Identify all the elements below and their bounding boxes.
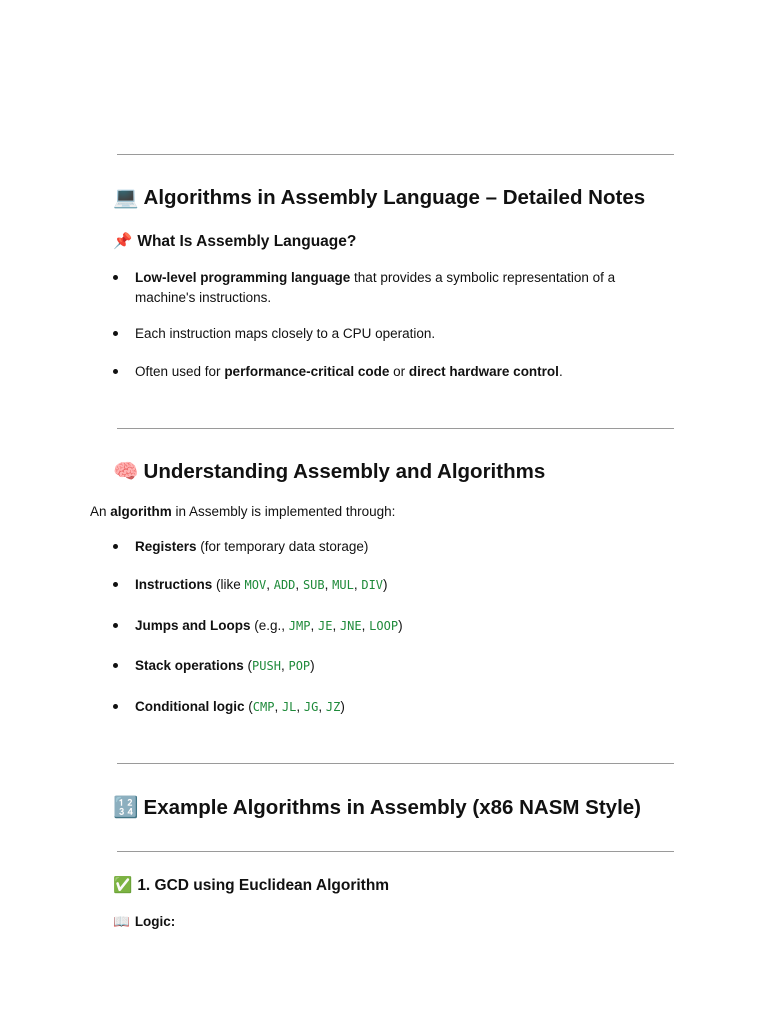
- list-item: [135, 616, 655, 637]
- code-token: JE: [317, 619, 333, 633]
- code-token: MUL: [332, 578, 354, 592]
- code-token: JL: [281, 700, 297, 714]
- horizontal-rule-1: [117, 154, 674, 155]
- code-token: LOOP: [369, 619, 399, 633]
- section-2-intro: [90, 502, 395, 521]
- separator: ,: [310, 618, 318, 633]
- bullet-text: (like: [212, 577, 245, 592]
- section-1-heading: [113, 185, 645, 210]
- code-token: POP: [288, 659, 311, 673]
- bullet-bold-text: Low-level programming language: [135, 270, 351, 285]
- intro-bold-text: algorithm: [110, 504, 172, 519]
- list-item: [135, 268, 655, 307]
- section-3-heading: [113, 795, 641, 820]
- bullet-bold-text: Stack operations: [135, 658, 244, 673]
- code-token: JZ: [325, 700, 341, 714]
- intro-text: in Assembly is implemented through:: [171, 504, 396, 519]
- separator: ,: [361, 618, 370, 633]
- separator: ,: [296, 699, 304, 714]
- pushpin-icon: 📌: [113, 232, 133, 250]
- separator: ,: [324, 577, 333, 592]
- logic-heading: [113, 913, 175, 931]
- code-token: PUSH: [252, 659, 281, 673]
- bullet-text: Often used for: [135, 364, 225, 379]
- code-token: SUB: [302, 578, 325, 592]
- section-2-heading: [113, 459, 545, 484]
- code-token: ADD: [273, 578, 296, 592]
- section-3-subheading: [113, 875, 389, 896]
- bullet-bold-text: Registers: [135, 539, 197, 554]
- bullet-text: that provides a symbolic representation of a machine's instructions.: [135, 270, 616, 305]
- code-token: CMP: [252, 700, 275, 714]
- list-item: [135, 656, 655, 677]
- bullet-text: .: [558, 364, 563, 379]
- list-item: [135, 697, 655, 718]
- bullet-text: (: [243, 658, 253, 673]
- bullet-bold-text: direct hardware control: [408, 364, 559, 379]
- code-token: MOV: [244, 578, 267, 592]
- bullet-bold-text: Instructions: [135, 577, 213, 592]
- section-2-title: Understanding Assembly and Algorithms: [143, 460, 546, 483]
- bullet-text: or: [389, 364, 409, 379]
- bullet-text: (e.g.,: [250, 618, 289, 633]
- separator: ,: [274, 699, 282, 714]
- separator: ,: [280, 658, 289, 673]
- list-item: [135, 362, 655, 382]
- list-item: [135, 324, 655, 344]
- code-token: JNE: [339, 619, 362, 633]
- numbers-icon: 🔢: [113, 795, 139, 819]
- brain-icon: 🧠: [113, 459, 139, 483]
- bullet-text: ): [310, 658, 315, 673]
- bullet-text: (for temporary data storage): [196, 539, 369, 554]
- code-token: JG: [303, 700, 319, 714]
- horizontal-rule-3: [117, 763, 674, 764]
- bullet-bold-text: Conditional logic: [135, 699, 245, 714]
- section-1-subtitle: What Is Assembly Language?: [137, 233, 357, 250]
- code-token: DIV: [361, 578, 384, 592]
- open-book-icon: 📖: [113, 914, 130, 930]
- section-1-subheading: [113, 231, 356, 252]
- bullet-text: ): [398, 618, 403, 633]
- bullet-text: Each instruction maps closely to a CPU operation.: [135, 326, 436, 341]
- separator: ,: [353, 577, 362, 592]
- separator: ,: [318, 699, 326, 714]
- bullet-text: (: [244, 699, 253, 714]
- code-token: JMP: [288, 619, 311, 633]
- bullet-bold-text: Jumps and Loops: [135, 618, 251, 633]
- bullet-bold-text: performance-critical code: [224, 364, 390, 379]
- horizontal-rule-4: [117, 851, 674, 852]
- separator: ,: [295, 577, 303, 592]
- laptop-icon: 💻: [113, 185, 139, 209]
- separator: ,: [332, 618, 340, 633]
- section-3-subtitle: 1. GCD using Euclidean Algorithm: [137, 877, 390, 894]
- bullet-text: ): [340, 699, 345, 714]
- check-mark-icon: ✅: [113, 876, 133, 894]
- intro-text: An: [90, 504, 111, 519]
- section-3-title: Example Algorithms in Assembly (x86 NASM Style): [143, 796, 641, 819]
- section-1-title: Algorithms in Assembly Language – Detailed Notes: [143, 186, 646, 209]
- bullet-text: ): [383, 577, 388, 592]
- logic-label: Logic:: [134, 914, 176, 929]
- list-item: [135, 575, 655, 596]
- horizontal-rule-2: [117, 428, 674, 429]
- separator: ,: [266, 577, 274, 592]
- list-item: [135, 537, 655, 557]
